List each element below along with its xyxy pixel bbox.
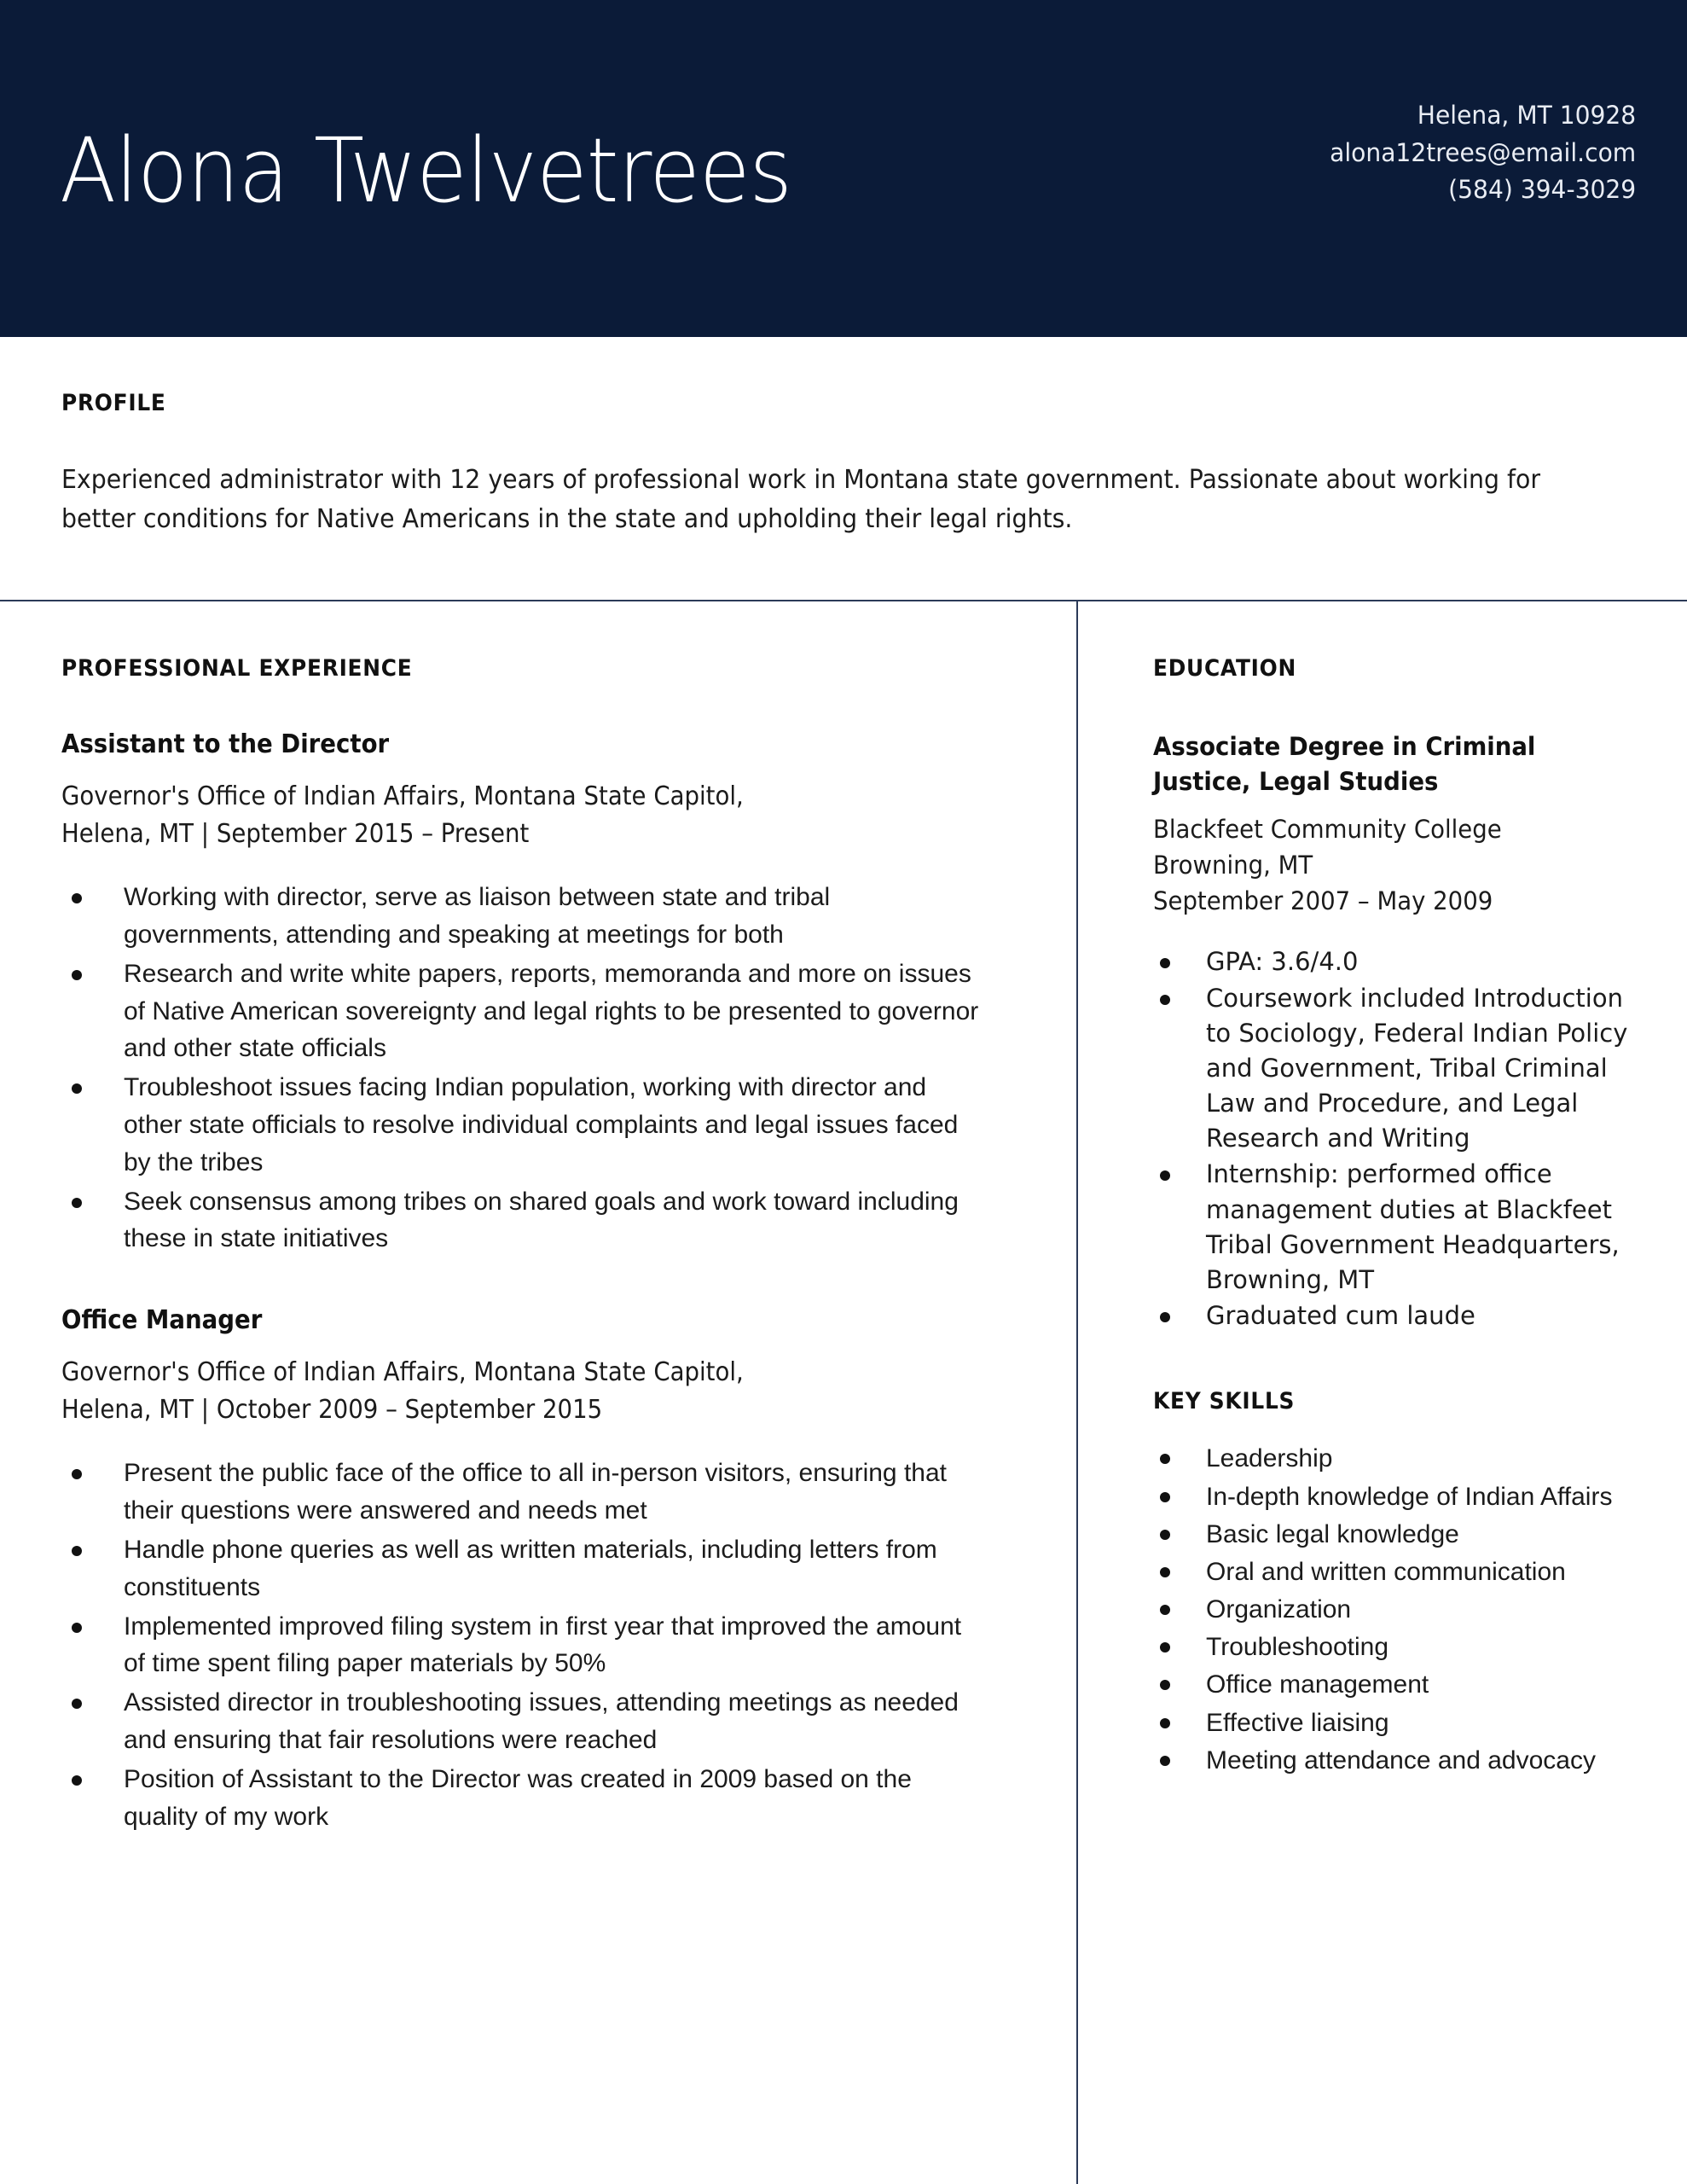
job-title: Assistant to the Director [61, 729, 390, 759]
job-entry [61, 1305, 983, 1835]
contact-block [1330, 97, 1636, 209]
job-employer-line1: Governor's Office of Indian Affairs, Montana State Capitol, [61, 781, 744, 811]
job-employer-line2: Helena, MT | October 2009 – September 2015 [61, 1395, 603, 1426]
skill-item: Leadership [1153, 1440, 1653, 1477]
job-bullet-list [61, 1455, 983, 1835]
skill-item: Oral and written communication [1153, 1554, 1653, 1590]
skill-item: Effective liaising [1153, 1705, 1653, 1741]
job-bullet: Assisted director in troubleshooting issues, attending meetings as needed and ensuring that fair resolutions were reached [61, 1684, 983, 1759]
contact-email[interactable]: alona12trees@email.com [1329, 137, 1636, 167]
education-degree-line1: Associate Degree in Criminal [1153, 732, 1536, 761]
experience-column [0, 601, 1076, 1837]
job-employer-line2: Helena, MT | September 2015 – Present [61, 819, 530, 850]
key-skills-list [1153, 1440, 1653, 1779]
education-degree [1153, 729, 1652, 799]
job-bullet-list [61, 879, 983, 1258]
resume-header-band [0, 0, 1687, 337]
job-bullet: Implemented improved filing system in first year that improved the amount of time spent filing paper materials by 50% [61, 1608, 983, 1683]
education-school-location: Browning, MT [1153, 850, 1313, 880]
job-bullet: Working with director, serve as liaison between state and tribal governments, attending and speaking at meetings for both [61, 879, 983, 954]
contact-phone[interactable]: (584) 394-3029 [1447, 175, 1636, 205]
education-bullet: Graduated cum laude [1153, 1298, 1653, 1333]
job-bullet: Present the public face of the office to all in-person visitors, ensuring that their questions were answered and needs met [61, 1455, 983, 1530]
resume-columns [0, 601, 1687, 1837]
job-employer-line1: Governor's Office of Indian Affairs, Montana State Capitol, [61, 1357, 744, 1388]
job-bullet: Troubleshoot issues facing Indian population, working with director and other state officials to resolve individual complaints and legal issues faced by the tribes [61, 1069, 983, 1181]
education-heading: EDUCATION [1153, 655, 1297, 682]
job-entry [61, 729, 983, 1258]
education-bullet: Internship: performed office management duties at Blackfeet Tribal Government Headquarters, Browning, MT [1153, 1157, 1653, 1298]
job-bullet: Seek consensus among tribes on shared goals and work toward including these in state initiatives [61, 1183, 983, 1258]
education-school: Blackfeet Community College [1153, 815, 1502, 845]
profile-heading: PROFILE [61, 390, 166, 416]
candidate-name: Alona Twelvetrees [60, 118, 791, 223]
skill-item: Troubleshooting [1153, 1629, 1653, 1665]
education-bullets-wrapper [1153, 944, 1653, 1333]
job-bullet: Handle phone queries as well as written materials, including letters from constituents [61, 1531, 983, 1606]
education-institution [1153, 812, 1652, 919]
education-bullet: Coursework included Introduction to Sociology, Federal Indian Policy and Government, Tribal Criminal Law and Procedure, and Legal Research and Writing [1153, 981, 1653, 1157]
education-dates: September 2007 – May 2009 [1153, 886, 1493, 915]
skill-item: Office management [1153, 1666, 1653, 1703]
job-employer [61, 778, 977, 853]
education-bullet: GPA: 3.6/4.0 [1153, 944, 1653, 979]
education-degree-line2: Justice, Legal Studies [1153, 766, 1439, 796]
skill-item: Organization [1153, 1591, 1653, 1628]
profile-summary-text: Experienced administrator with 12 years of professional work in Montana state government. Passionate about working for better conditions for Native Americans in the state and upholding their legal rights. [61, 465, 1541, 534]
skill-item: Basic legal knowledge [1153, 1516, 1653, 1553]
job-employer [61, 1354, 977, 1429]
job-title: Office Manager [61, 1305, 263, 1336]
job-bullet: Research and write white papers, reports, memoranda and more on issues of Native American sovereignty and legal rights to be presented to governor and other state officials [61, 956, 983, 1067]
skill-item: Meeting attendance and advocacy [1153, 1742, 1653, 1779]
key-skills-heading: KEY SKILLS [1153, 1388, 1296, 1415]
contact-location: Helena, MT 10928 [1417, 101, 1636, 131]
experience-heading: PROFESSIONAL EXPERIENCE [61, 655, 413, 682]
job-bullet: Position of Assistant to the Director was created in 2009 based on the quality of my work [61, 1761, 983, 1836]
sidebar-column [1076, 601, 1687, 1837]
skill-item: In-depth knowledge of Indian Affairs [1153, 1478, 1653, 1515]
education-bullet-list [1153, 944, 1653, 1333]
profile-section [0, 337, 1687, 600]
